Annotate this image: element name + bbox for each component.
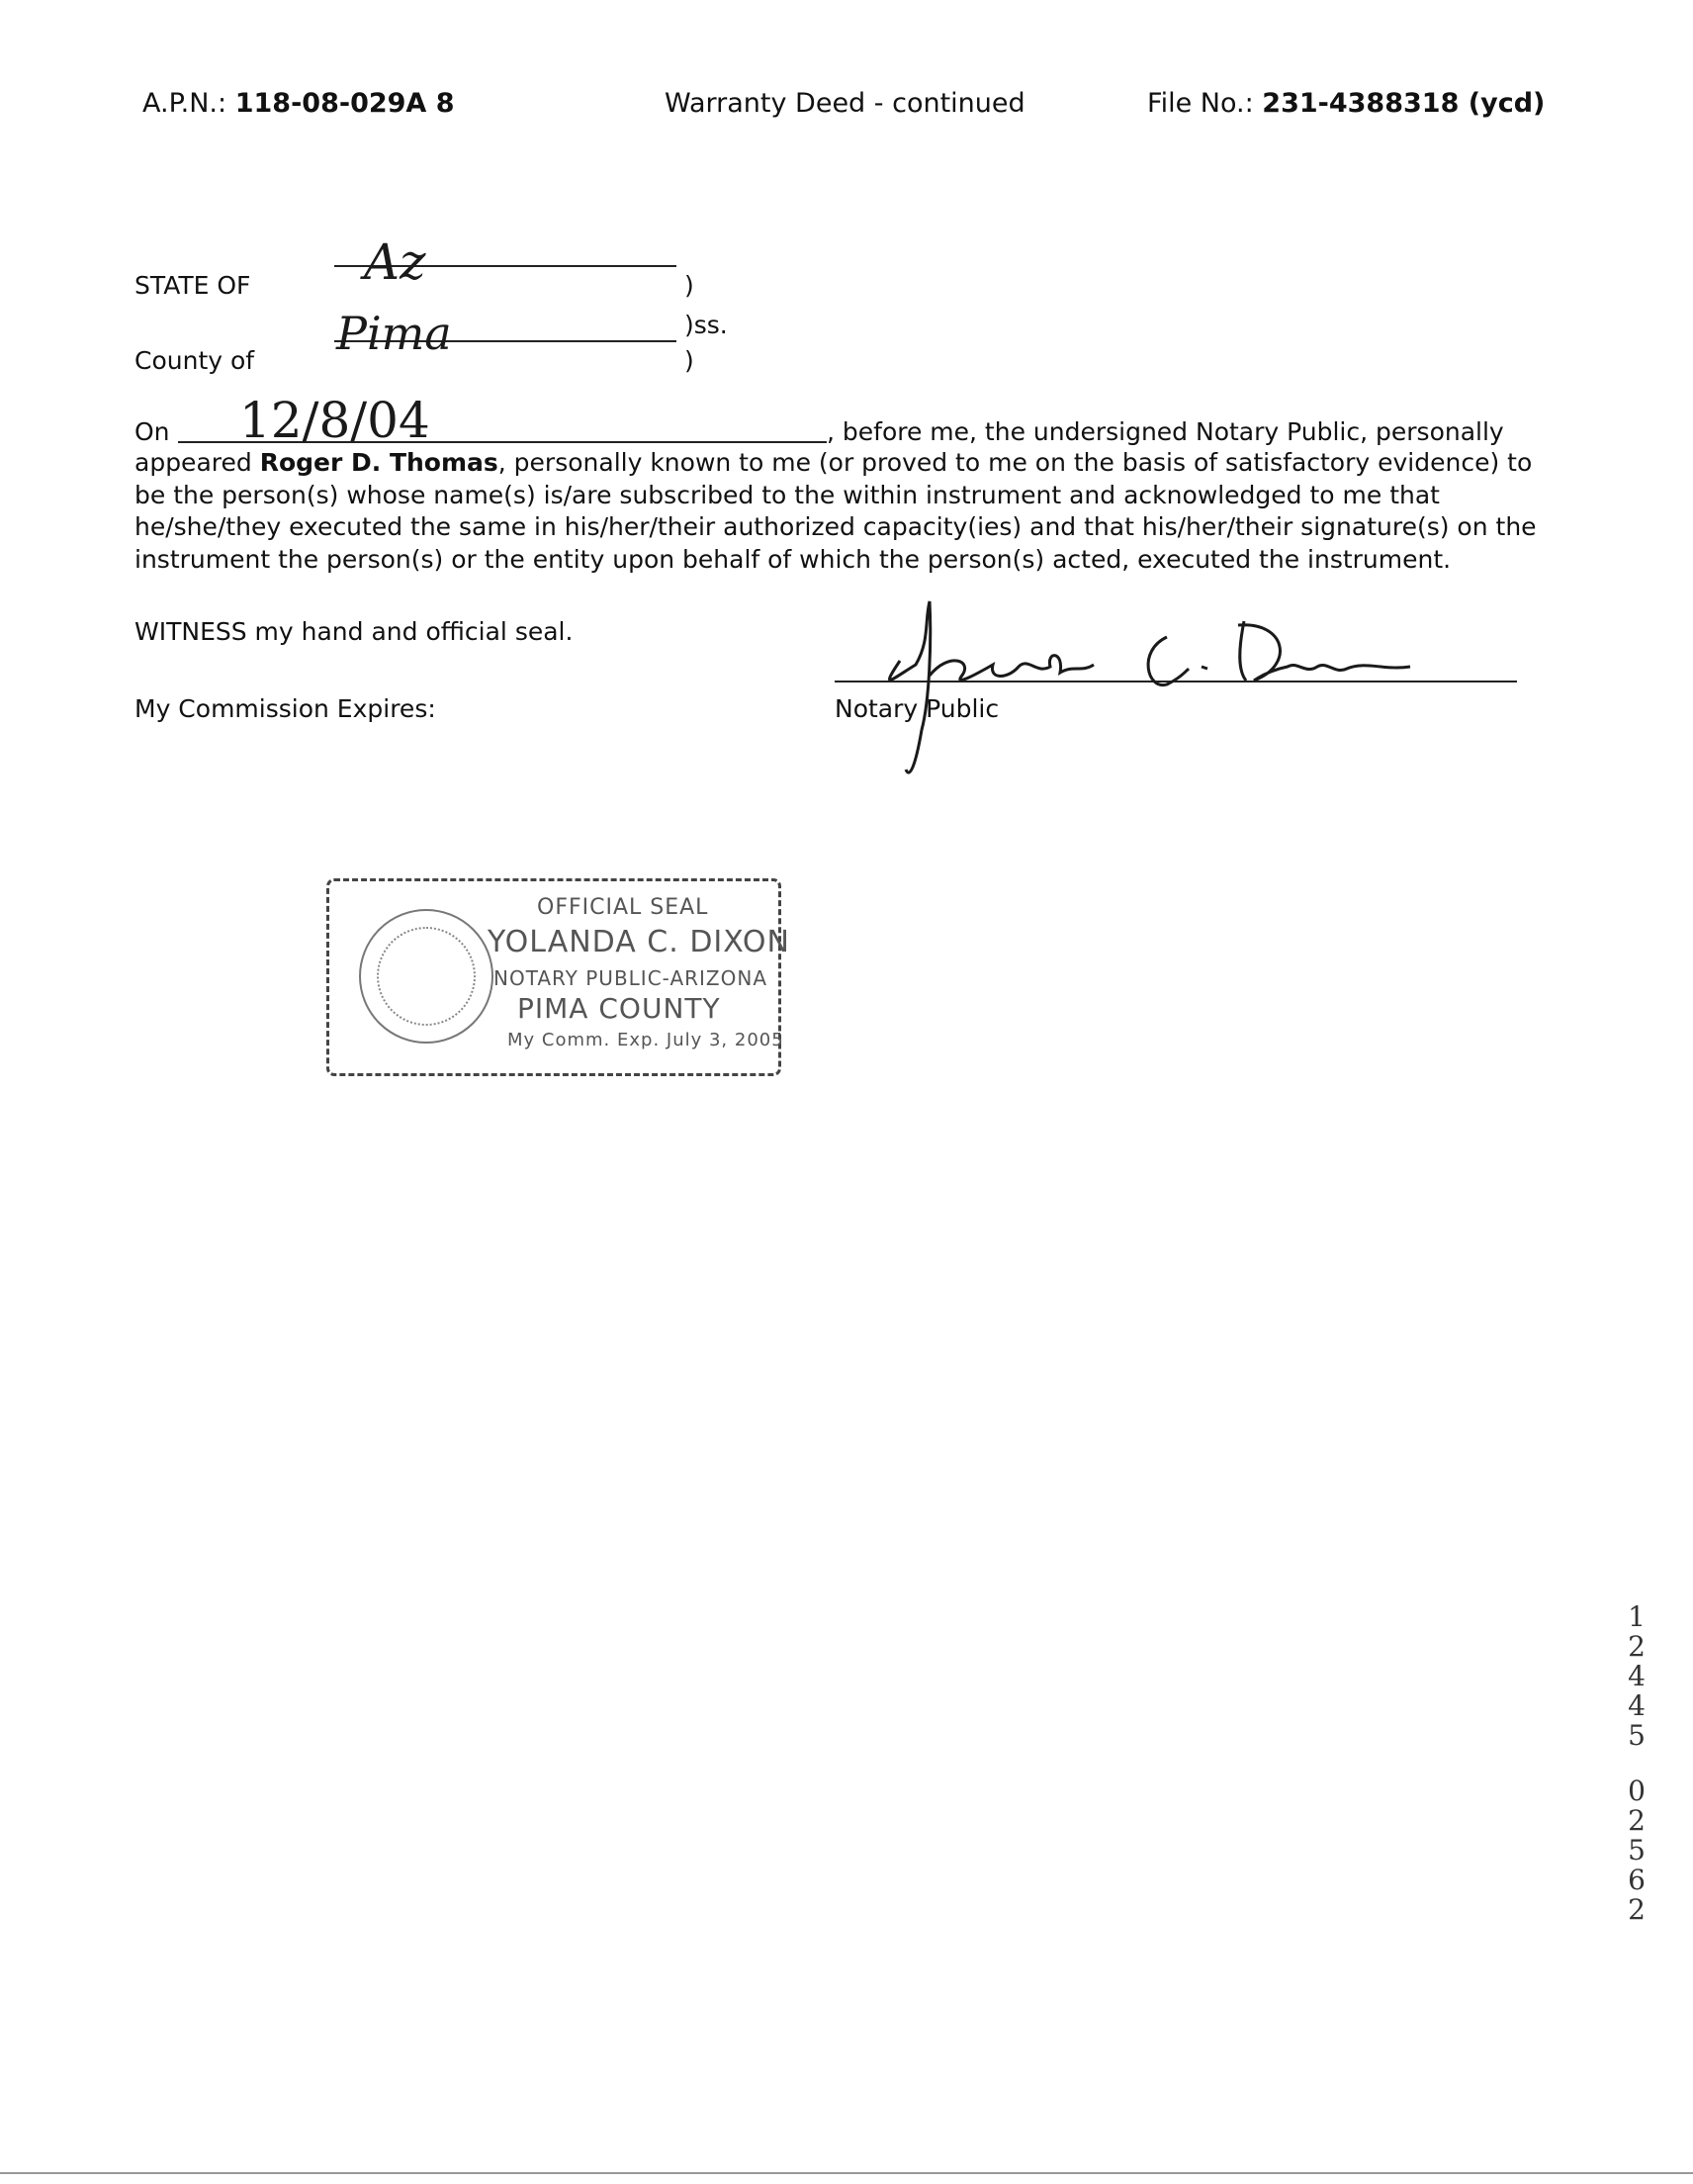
date-handwritten: 12/8/04 <box>239 392 430 449</box>
page-bottom-edge <box>0 2172 1693 2174</box>
recording-digit: 1 <box>1628 1600 1646 1633</box>
ss-label: )ss. <box>684 311 728 339</box>
recording-digit: 0 <box>1628 1774 1646 1807</box>
recording-digit: 4 <box>1628 1660 1646 1692</box>
seal-line5: My Comm. Exp. July 3, 2005 <box>507 1030 784 1050</box>
ack-line2 <box>134 447 1539 480</box>
witness-text: WITNESS my hand and official seal. <box>134 617 574 646</box>
seal-line4: PIMA COUNTY <box>517 992 721 1025</box>
recording-digit-gap <box>1622 1751 1651 1776</box>
state-label: STATE OF <box>134 271 251 300</box>
apn-label: A.P.N.: <box>142 88 227 119</box>
county-handwritten: Pima <box>336 307 452 360</box>
official-seal-stamp <box>326 878 790 1076</box>
notary-signature <box>870 582 1444 789</box>
file-number-header <box>1147 87 1545 121</box>
recording-digit: 2 <box>1628 1893 1646 1926</box>
recording-number <box>1622 1602 1651 1925</box>
county-label: County of <box>134 346 255 375</box>
ack-line2-pre: appeared <box>134 448 260 477</box>
state-handwritten: Az <box>364 233 426 291</box>
paren-bottom: ) <box>684 346 694 375</box>
recording-digit: 2 <box>1628 1804 1646 1837</box>
notary-public-label: Notary Public <box>835 694 1000 723</box>
recording-digit: 4 <box>1628 1689 1646 1722</box>
ack-line2-post: , personally known to me (or proved to me on the basis of satisfactory evidence) to <box>497 448 1533 477</box>
ack-line3: be the person(s) whose name(s) is/are subscribed to the within instrument and acknowledged to me that <box>134 480 1440 509</box>
recording-digit: 5 <box>1628 1719 1646 1752</box>
acknowledgment-paragraph <box>134 447 1539 576</box>
seal-line2: YOLANDA C. DIXON <box>488 925 790 959</box>
file-label: File No.: <box>1147 88 1254 119</box>
state-seal-emblem <box>359 909 493 1044</box>
ack-line1-rest: , before me, the undersigned Notary Public, personally <box>827 417 1504 446</box>
apn-value: 118-08-029A 8 <box>234 88 455 119</box>
seal-line3: NOTARY PUBLIC-ARIZONA <box>493 966 768 990</box>
on-label: On <box>134 417 170 446</box>
recording-digit: 6 <box>1628 1864 1646 1896</box>
recording-digit: 5 <box>1628 1834 1646 1866</box>
paren-top: ) <box>684 271 694 300</box>
ack-line4: he/she/they executed the same in his/her/their authorized capacity(ies) and that his/her/their signature(s) on the <box>134 512 1537 541</box>
recording-digit: 2 <box>1628 1630 1646 1663</box>
file-value: 231-4388318 (ycd) <box>1262 88 1546 119</box>
ack-line5: instrument the person(s) or the entity upon behalf of which the person(s) acted, executed the instrument. <box>134 544 1452 574</box>
document-title: Warranty Deed - continued <box>665 88 1025 119</box>
seal-line1: OFFICIAL SEAL <box>537 895 709 920</box>
person-name: Roger D. Thomas <box>259 448 498 477</box>
commission-label: My Commission Expires: <box>134 694 436 723</box>
apn-header <box>142 87 455 121</box>
